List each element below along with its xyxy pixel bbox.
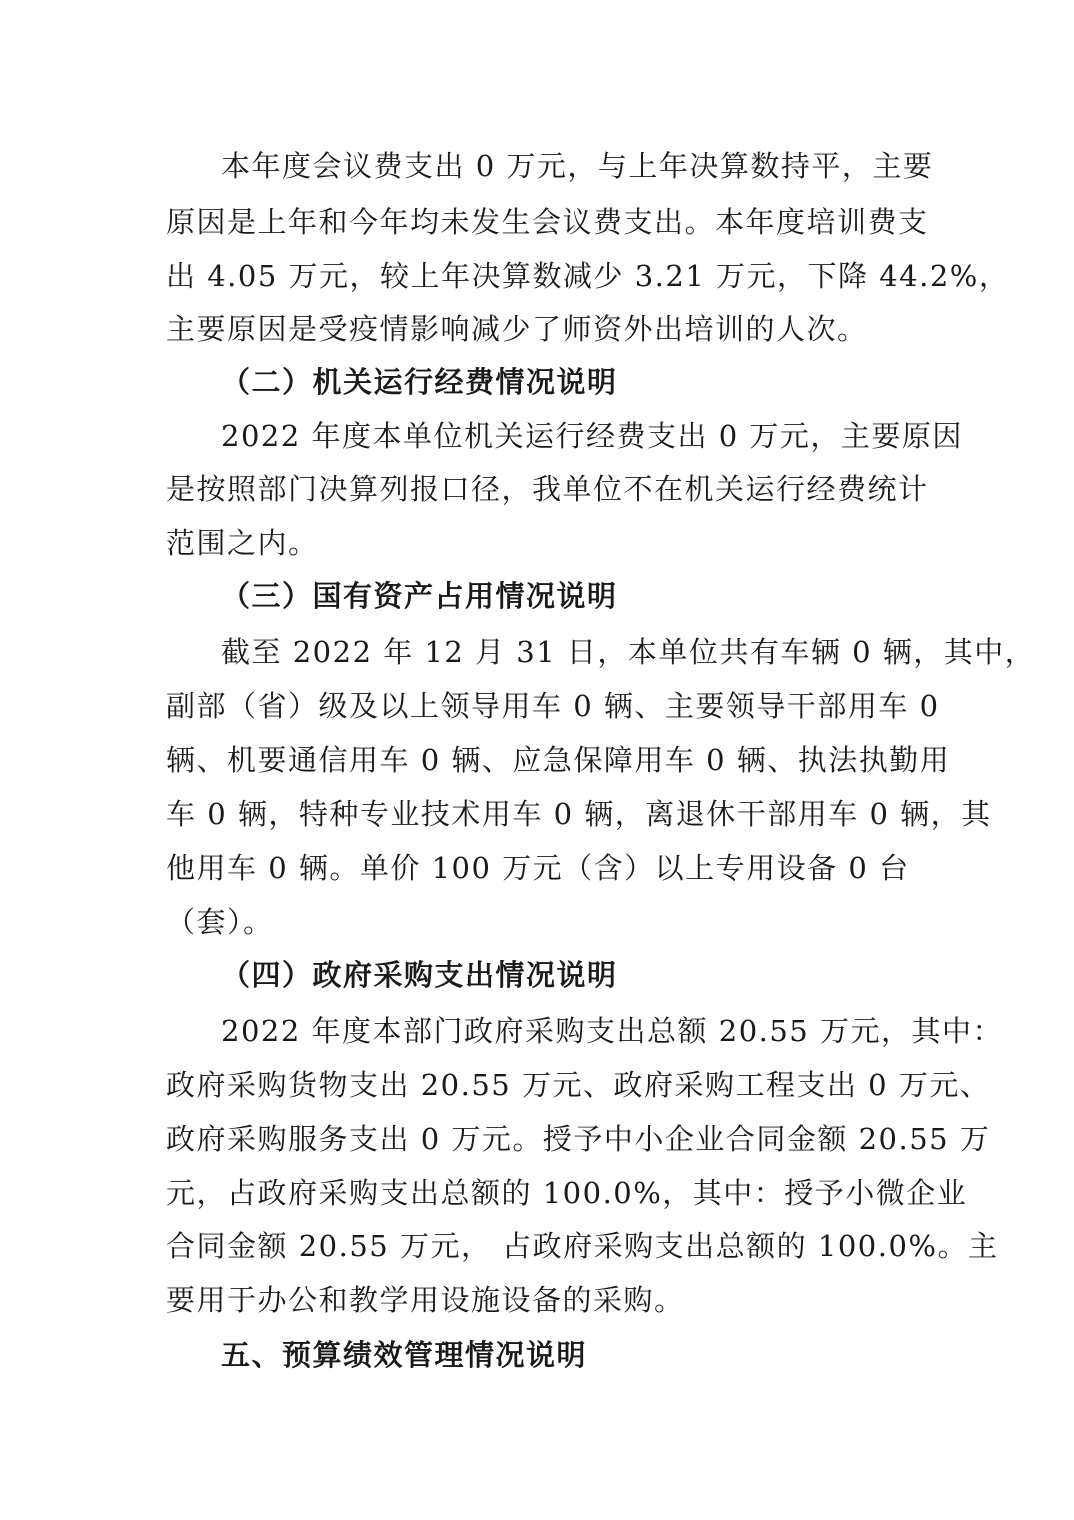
section-heading: （二）机关运行经费情况说明: [221, 365, 618, 399]
paragraph-line: 元，占政府采购支出总额的 100.0%，其中：授予小微企业: [166, 1176, 968, 1210]
paragraph-line: 政府采购货物支出 20.55 万元、政府采购工程支出 0 万元、: [166, 1068, 991, 1102]
paragraph-line: 是按照部门决算列报口径，我单位不在机关运行经费统计: [166, 472, 929, 506]
paragraph-line: 本年度会议费支出 0 万元，与上年决算数持平，主要: [221, 149, 934, 183]
section-heading: （三）国有资产占用情况说明: [221, 579, 618, 613]
paragraph-line: 辆、机要通信用车 0 辆、应急保障用车 0 辆、执法执勤用: [166, 743, 951, 777]
section-heading: （四）政府采购支出情况说明: [221, 958, 618, 992]
paragraph-line: 主要原因是受疫情影响减少了师资外出培训的人次。: [166, 312, 868, 346]
paragraph-line: 副部（省）级及以上领导用车 0 辆、主要领导干部用车 0: [166, 689, 940, 723]
paragraph-line: 要用于办公和教学用设施设备的采购。: [166, 1283, 685, 1317]
paragraph-line: 政府采购服务支出 0 万元。授予中小企业合同金额 20.55 万: [166, 1122, 991, 1156]
paragraph-line: 截至 2022 年 12 月 31 日，本单位共有车辆 0 辆，其中，: [221, 635, 1036, 669]
paragraph-line: 范围之内。: [166, 526, 319, 560]
paragraph-line: （套）。: [166, 905, 274, 939]
paragraph-line: 2022 年度本部门政府采购支出总额 20.55 万元，其中：: [221, 1014, 1003, 1048]
paragraph-line: 他用车 0 辆。单价 100 万元（含）以上专用设备 0 台: [166, 851, 910, 885]
chapter-heading: 五、预算绩效管理情况说明: [221, 1338, 588, 1372]
paragraph-line: 合同金额 20.55 万元， 占政府采购支出总额的 100.0%。主: [166, 1229, 999, 1263]
paragraph-line: 车 0 辆，特种专业技术用车 0 辆，离退休干部用车 0 辆，其: [166, 797, 992, 831]
paragraph-line: 2022 年度本单位机关运行经费支出 0 万元，主要原因: [221, 419, 963, 453]
paragraph-line: 出 4.05 万元，较上年决算数减少 3.21 万元，下降 44.2%，: [166, 259, 1010, 293]
paragraph-line: 原因是上年和今年均未发生会议费支出。本年度培训费支: [166, 205, 929, 239]
